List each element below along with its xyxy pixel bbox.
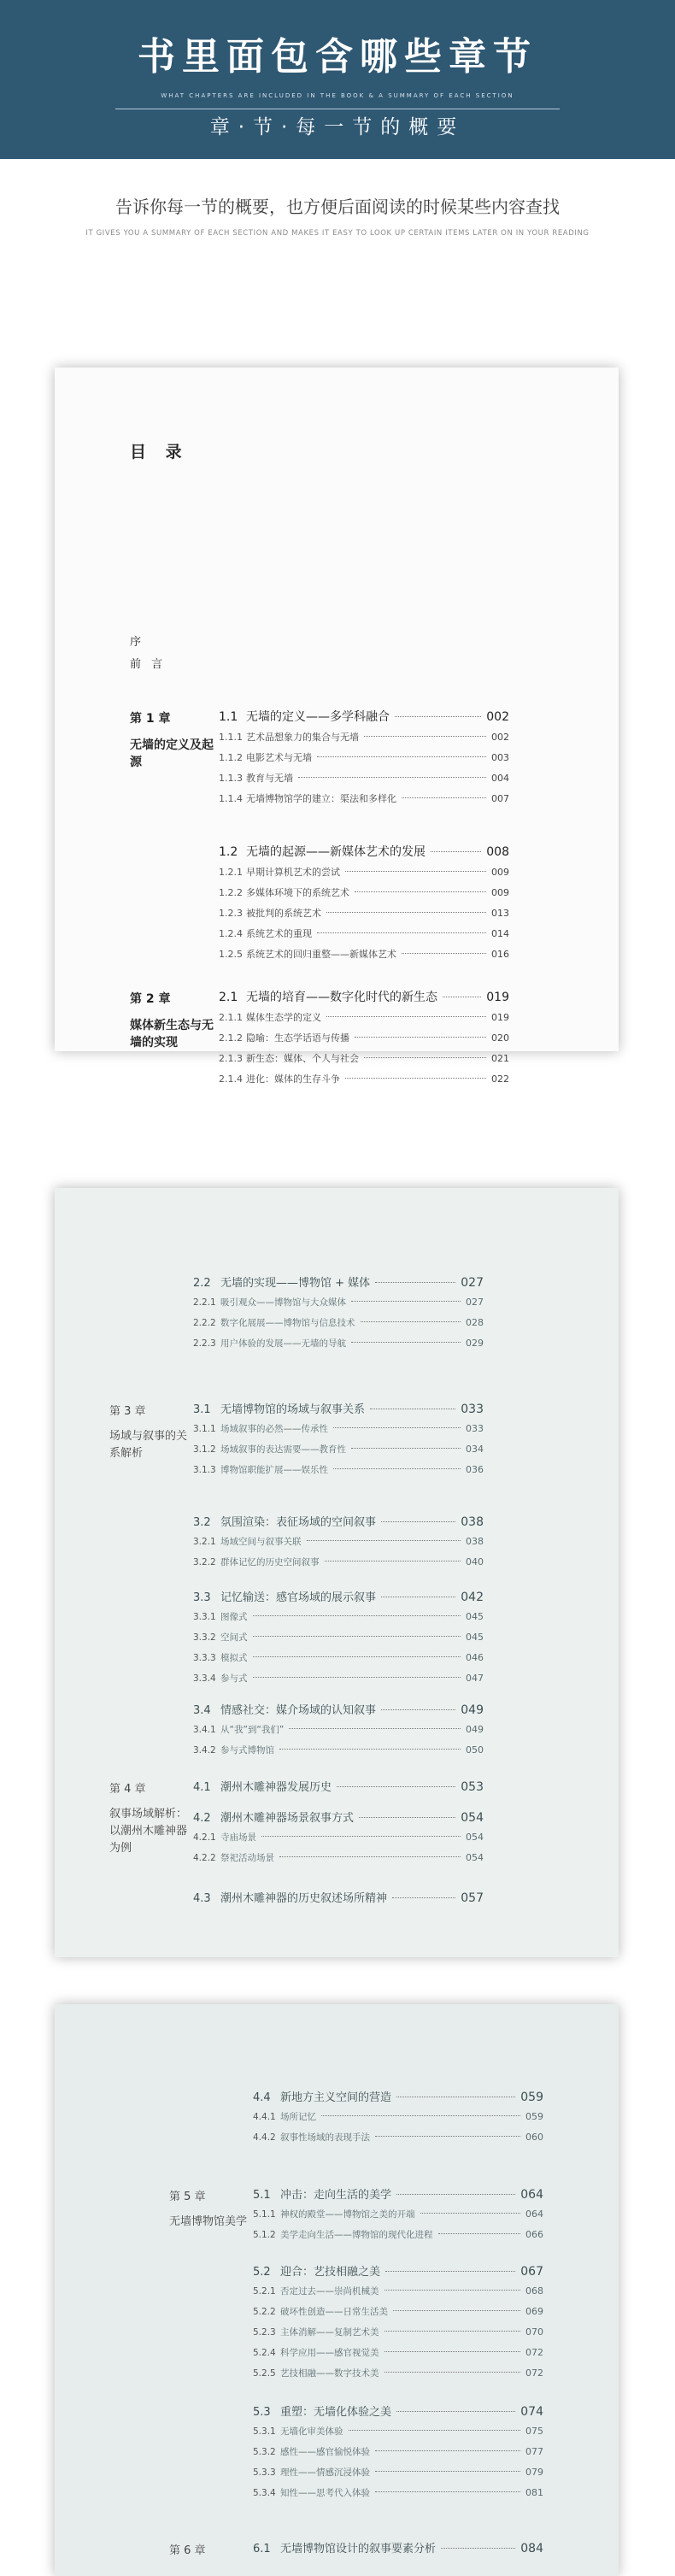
preface-item: 序	[130, 636, 145, 649]
toc-subsection[interactable]: 3.4.2 参与式博物馆 050	[193, 1744, 484, 1756]
chapter-number: 第 4 章	[109, 1783, 146, 1796]
toc-subsection[interactable]: 1.2.4 系统艺术的重现 014	[219, 928, 509, 939]
chapter-name: 无墙的定义及起源	[130, 738, 214, 769]
header-banner	[0, 0, 675, 159]
toc-subsection[interactable]: 3.1.2 场域叙事的表达需要——教育性 034	[193, 1444, 484, 1455]
toc-subsection[interactable]: 4.2.2 祭祀活动场景 054	[193, 1852, 484, 1863]
toc-section[interactable]: 3.2 氛围渲染：表征场域的空间叙事 038	[193, 1515, 484, 1529]
chapter-number: 第 2 章	[130, 992, 171, 1006]
chapter-1	[130, 709, 215, 771]
chapter-4-sections-a	[193, 1778, 484, 1800]
toc-section[interactable]: 2.2 无墙的实现——博物馆 + 媒体 027	[193, 1276, 484, 1290]
toc-subsection[interactable]: 5.2.4 科学应用——感官视觉美 072	[253, 2347, 543, 2358]
toc-section[interactable]: 3.3 记忆输送：感官场域的展示叙事 042	[193, 1591, 484, 1604]
toc-section[interactable]: 4.1 潮州木雕神器发展历史 053	[193, 1780, 484, 1794]
toc-page-3	[55, 2004, 619, 2576]
chapter-1-sections-b	[219, 843, 509, 967]
toc-subsection[interactable]: 3.3.3 模拟式 046	[193, 1652, 484, 1663]
toc-section[interactable]: 3.4 情感社交：媒介场域的认知叙事 049	[193, 1703, 484, 1717]
toc-section[interactable]: 6.1 无墙博物馆设计的叙事要素分析 084	[253, 2542, 543, 2555]
toc-subsection[interactable]: 1.1.1 艺术品想象力的集合与无墙 002	[219, 732, 509, 743]
toc-subsection[interactable]: 5.3.1 无墙化审美体验 075	[253, 2426, 543, 2437]
chapter-2	[130, 990, 215, 1051]
chapter-name: 叙事场域解析：以潮州木雕神器为例	[109, 1808, 188, 1855]
toc-subsection[interactable]: 4.4.1 场所记忆 059	[253, 2111, 543, 2122]
toc-subsection[interactable]: 5.3.4 知性——思考代入体验 081	[253, 2487, 543, 2498]
toc-section[interactable]: 5.1 冲击：走向生活的美学 064	[253, 2188, 543, 2202]
chapter-name: 媒体新生态与无墙的实现	[130, 1019, 214, 1050]
toc-subsection[interactable]: 2.2.2 数字化展展——博物馆与信息技术 028	[193, 1317, 484, 1328]
toc-subsection[interactable]: 3.1.3 博物馆职能扩展——娱乐性 036	[193, 1464, 484, 1475]
toc-subsection[interactable]: 5.2.2 破坏性创造——日常生活美 069	[253, 2306, 543, 2317]
chapter-name: 无墙博物馆美学	[169, 2215, 248, 2228]
toc-section[interactable]: 5.2 迎合：艺技相融之美 067	[253, 2265, 543, 2279]
toc-section[interactable]: 3.1 无墙博物馆的场域与叙事关系 033	[193, 1403, 484, 1416]
toc-section[interactable]: 4.3 潮州木雕神器的历史叙述场所精神 057	[193, 1891, 484, 1905]
toc-subsection[interactable]: 3.4.1 从“我”到“我们” 049	[193, 1724, 484, 1735]
toc-photo-1	[0, 282, 675, 1137]
toc-subsection[interactable]: 1.2.5 系统艺术的回归重整——新媒体艺术 016	[219, 949, 509, 960]
chapter-3	[109, 1402, 195, 1462]
toc-subsection[interactable]: 3.1.1 场域叙事的必然——传承性 033	[193, 1423, 484, 1434]
toc-subsection[interactable]: 5.2.1 否定过去——崇尚机械美 068	[253, 2285, 543, 2297]
chapter-6	[169, 2541, 255, 2567]
banner-tagline: 章·节·每一节的概要	[209, 116, 466, 138]
chapter-3-sections-a	[193, 1400, 484, 1484]
toc-subsection[interactable]: 2.1.3 新生态：媒体、个人与社会 021	[219, 1053, 509, 1064]
toc-subsection[interactable]: 2.2.3 用户体验的发展——无墙的导航 029	[193, 1338, 484, 1349]
chapter-3-sections-d	[193, 1701, 484, 1764]
toc-section[interactable]: 4.4 新地方主义空间的营造 059	[253, 2091, 543, 2104]
toc-page-2	[55, 1188, 619, 1957]
chapter-4	[109, 1779, 195, 1857]
banner-title: 书里面包含哪些章节	[138, 35, 537, 79]
toc-subsection[interactable]: 1.2.3 被批判的系统艺术 013	[219, 908, 509, 919]
chapter-number: 第 5 章	[169, 2191, 206, 2203]
toc-subsection[interactable]: 3.2.2 群体记忆的历史空间叙事 040	[193, 1556, 484, 1567]
toc-page-1	[55, 368, 619, 1085]
chapter-2-sections-cont	[193, 1273, 484, 1357]
toc-subsection[interactable]: 3.3.2 空间式 045	[193, 1632, 484, 1643]
toc-subsection[interactable]: 1.2.2 多媒体环境下的系统艺术 009	[219, 887, 509, 898]
toc-subsection[interactable]: 1.1.3 教育与无墙 004	[219, 773, 509, 784]
chapter-5	[169, 2187, 255, 2231]
toc-section[interactable]: 2.1 无墙的培育——数字化时代的新生态 019	[219, 991, 509, 1004]
intro-subtitle: IT GIVES YOU A SUMMARY OF EACH SECTION AND MAKES IT EASY TO LOOK UP CERTAIN ITEMS LATER ON IN YOUR READING	[85, 229, 590, 238]
chapter-5-sections-a	[253, 2185, 543, 2249]
toc-subsection[interactable]: 2.1.1 媒体生态学的定义 019	[219, 1012, 509, 1023]
intro-title: 告诉你每一节的概要，也方便后面阅读的时候某些内容查找	[115, 197, 560, 217]
toc-subsection[interactable]: 3.3.4 参与式 047	[193, 1673, 484, 1684]
chapter-4-sections-c	[193, 1889, 484, 1911]
chapter-name: 场域与叙事的关系解析	[109, 1430, 188, 1460]
toc-subsection[interactable]: 5.1.2 美学走向生活——博物馆的现代化进程 066	[253, 2229, 543, 2240]
chapter-number: 第 6 章	[169, 2544, 206, 2557]
chapter-4-sections-cont	[253, 2088, 543, 2151]
chapter-2-sections	[219, 988, 509, 1092]
toc-photo-2	[0, 1137, 675, 1983]
chapter-6-sections	[253, 2539, 543, 2561]
toc-subsection[interactable]: 2.1.2 隐喻：生态学话语与传播 020	[219, 1032, 509, 1044]
toc-subsection[interactable]: 5.2.5 艺技相融——数字技术美 072	[253, 2367, 543, 2379]
chapter-4-sections-b	[193, 1808, 484, 1872]
chapter-number: 第 3 章	[109, 1405, 146, 1418]
toc-section[interactable]: 1.1 无墙的定义——多学科融合 002	[219, 710, 509, 724]
toc-subsection[interactable]: 5.3.3 理性——情感沉浸体验 079	[253, 2467, 543, 2478]
chapter-5-sections-c	[253, 2403, 543, 2507]
foreword-item: 前 言	[130, 658, 167, 671]
toc-subsection[interactable]: 3.2.1 场域空间与叙事关联 038	[193, 1536, 484, 1547]
chapter-number: 第 1 章	[130, 712, 171, 726]
toc-subsection[interactable]: 2.1.4 进化：媒体的生存斗争 022	[219, 1073, 509, 1085]
toc-section[interactable]: 5.3 重塑：无墙化体验之美 074	[253, 2405, 543, 2419]
toc-subsection[interactable]: 5.2.3 主体消解——复制艺术美 070	[253, 2326, 543, 2338]
toc-subsection[interactable]: 1.1.2 电影艺术与无墙 003	[219, 752, 509, 763]
toc-subsection[interactable]: 4.2.1 寺庙场景 054	[193, 1832, 484, 1843]
banner-subtitle: WHAT CHAPTERS ARE INCLUDED IN THE BOOK & A SUMMARY OF EACH SECTION	[161, 92, 514, 99]
toc-subsection[interactable]: 4.4.2 叙事性场域的表现手法 060	[253, 2132, 543, 2143]
chapter-3-sections-c	[193, 1588, 484, 1692]
toc-subsection[interactable]: 5.3.2 感性——感官愉悦体验 077	[253, 2446, 543, 2457]
toc-section[interactable]: 1.2 无墙的起源——新媒体艺术的发展 008	[219, 845, 509, 859]
toc-subsection[interactable]: 1.2.1 早期计算机艺术的尝试 009	[219, 867, 509, 878]
toc-section[interactable]: 4.2 潮州木雕神器场景叙事方式 054	[193, 1811, 484, 1825]
toc-photo-3	[0, 1983, 675, 2576]
toc-subsection[interactable]: 1.1.4 无墙博物馆学的建立：渠法和多样化 007	[219, 793, 509, 804]
toc-subsection[interactable]: 2.2.1 吸引观众——博物馆与大众媒体 027	[193, 1297, 484, 1308]
toc-subsection[interactable]: 3.3.1 图像式 045	[193, 1611, 484, 1622]
chapter-5-sections-b	[253, 2262, 543, 2387]
chapter-3-sections-b	[193, 1513, 484, 1576]
toc-subsection[interactable]: 5.1.1 神权的殿堂——博物馆之美的开端 064	[253, 2208, 543, 2220]
toc-title: 目 录	[130, 443, 189, 462]
chapter-1-sections-a	[219, 708, 509, 812]
